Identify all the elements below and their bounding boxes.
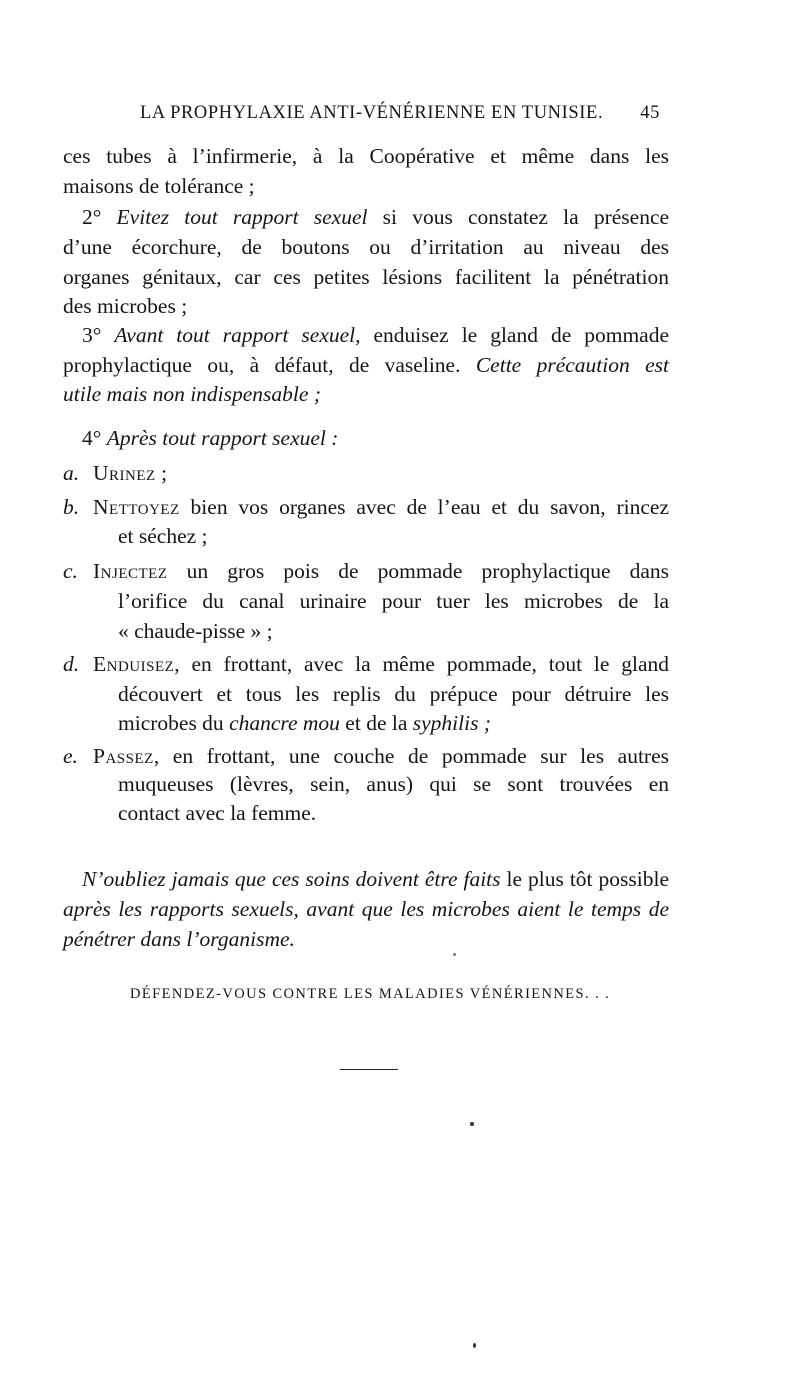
- print-speck: [470, 1122, 474, 1126]
- running-header: [140, 103, 660, 129]
- running-title: LA PROPHYLAXIE ANTI-VÉNÉRIENNE EN TUNISIE.: [140, 103, 604, 123]
- text-line: organes génitaux, car ces petites lésions facilitent la pénétration: [63, 265, 669, 289]
- sub-item-c: c. Injectez un gros pois de pommade prophylactique dans: [63, 559, 669, 583]
- separator-rule: [340, 1069, 398, 1070]
- item-heading: Evitez tout rapport sexuel: [116, 205, 368, 229]
- item-number: 2°: [82, 205, 102, 229]
- item-3: 3° Avant tout rapport sexuel, enduisez le gland de pommade: [82, 323, 670, 347]
- text-line: d’une écorchure, de boutons ou d’irritation au niveau des: [63, 235, 669, 259]
- notice-paragraph: N’oubliez jamais que ces soins doivent être faits le plus tôt possible: [82, 867, 669, 891]
- print-speck: [473, 1343, 476, 1348]
- text-line: pénétrer dans l’organisme.: [63, 927, 295, 951]
- page-number: 45: [640, 103, 660, 123]
- item-heading: Après tout rapport sexuel :: [106, 426, 339, 450]
- sub-item-b: b. Nettoyez bien vos organes avec de l’eau et du savon, rincez: [63, 495, 669, 519]
- text-line: des microbes ;: [63, 294, 188, 318]
- text-line: « chaude-pisse » ;: [118, 619, 273, 643]
- item-number: 4°: [82, 426, 102, 450]
- text-line: prophylactique ou, à défaut, de vaseline. Cette précaution est: [63, 353, 669, 377]
- text-line: et séchez ;: [118, 524, 208, 548]
- text-line: maisons de tolérance ;: [63, 174, 255, 198]
- text-line: utile mais non indispensable ;: [63, 382, 321, 406]
- sub-item-a: a. Urinez ;: [63, 461, 168, 485]
- sub-item-e: e. Passez, en frottant, une couche de pommade sur les autres: [63, 744, 669, 768]
- text-line: ces tubes à l’infirmerie, à la Coopérative et même dans les: [63, 144, 669, 168]
- item-4: [82, 424, 338, 452]
- text-line: l’orifice du canal urinaire pour tuer les microbes de la: [118, 589, 669, 613]
- text-line: muqueuses (lèvres, sein, anus) qui se sont trouvées en: [118, 772, 669, 796]
- footer-slogan: DÉFENDEZ-VOUS CONTRE LES MALADIES VÉNÉRIENNES. . .: [130, 986, 611, 1002]
- item-heading: Avant tout rapport sexuel,: [114, 323, 361, 347]
- text-line: contact avec la femme.: [118, 801, 317, 825]
- print-speck: [453, 953, 456, 956]
- sub-item-d: d. Enduisez, en frottant, avec la même pommade, tout le gland: [63, 652, 669, 676]
- item-number: 3°: [82, 323, 102, 347]
- text-line: microbes du chancre mou et de la syphilis ;: [118, 711, 491, 735]
- item-2: 2° Evitez tout rapport sexuel si vous constatez la présence: [82, 205, 670, 229]
- text-line: après les rapports sexuels, avant que les microbes aient le temps de: [63, 897, 669, 921]
- text-line: découvert et tous les replis du prépuce pour détruire les: [118, 682, 669, 706]
